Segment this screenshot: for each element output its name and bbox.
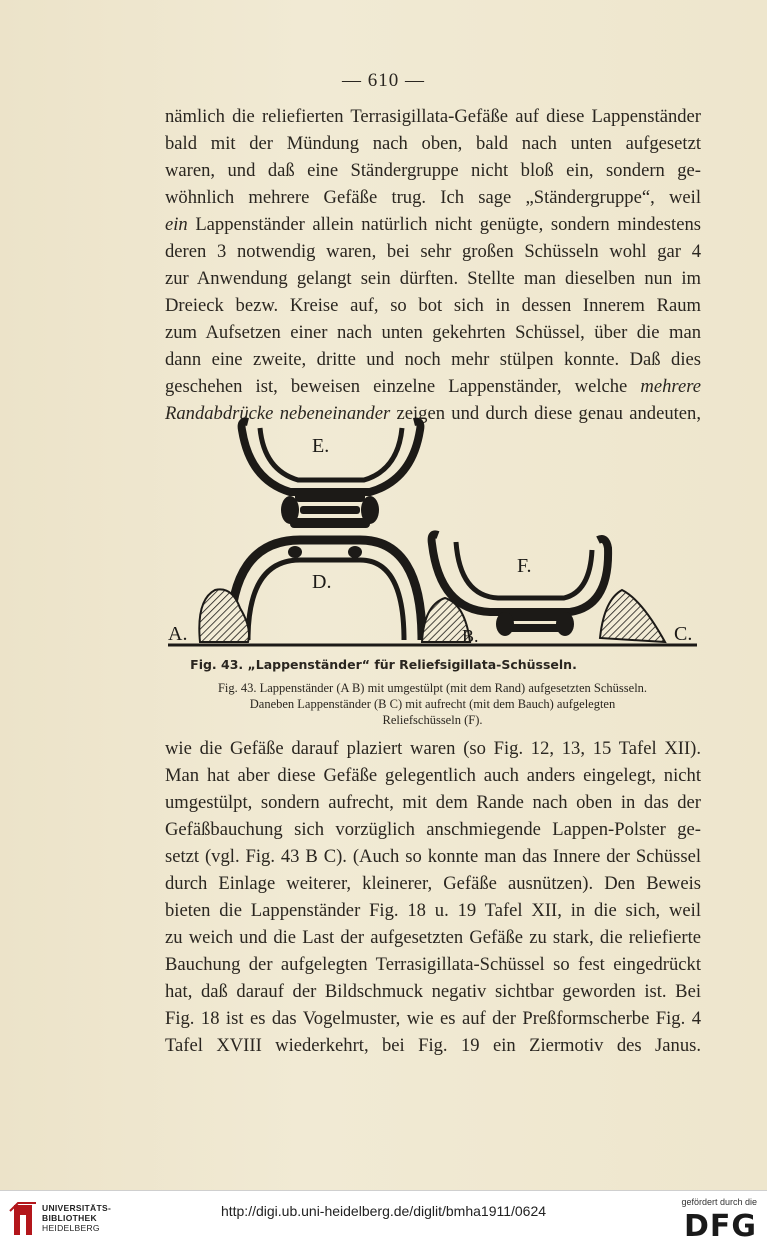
figure-title: Fig. 43. „Lappenständer“ für Reliefsigillata-Schüsseln. xyxy=(190,657,577,672)
text-line: Bauchung der aufgelegten Terrasigillata-Schüssel so fest eingedrückt xyxy=(165,954,701,975)
text-line: geschehen ist, beweisen einzelne Lappenständer, welche mehrere xyxy=(165,376,701,397)
text-line: Dreieck bezw. Kreise auf, so bot sich in dessen Innerem Raum xyxy=(165,295,701,316)
label-d: D. xyxy=(312,571,332,593)
page-number: — 610 — xyxy=(342,70,425,91)
dfg-logo: DFG xyxy=(683,1209,757,1244)
stone-c xyxy=(600,590,665,642)
label-a: A. xyxy=(168,623,188,645)
label-f: F. xyxy=(517,555,532,577)
stone-a xyxy=(199,589,249,642)
text-line: setzt (vgl. Fig. 43 B C). (Auch so konnte man das Innere der Schüssel xyxy=(165,846,701,867)
text-line: dann eine zweite, dritte und noch mehr stülpen konnte. Daß dies xyxy=(165,349,701,370)
text-line: Tafel XVIII wiederkehrt, bei Fig. 19 ein Ziermotiv des Janus. xyxy=(165,1035,701,1056)
text-line: zur Anwendung gelangt sein dürften. Stellte man dieselben nun im xyxy=(165,268,701,289)
text-line: zum Aufsetzen einer nach unten gekehrten Schüssel, über die man xyxy=(165,322,701,343)
text-line: ein Lappenständer allein natürlich nicht genügte, sondern mindestens xyxy=(165,214,701,235)
caption-line: Daneben Lappenständer (B C) mit aufrecht (mit dem Bauch) aufgelegten xyxy=(249,697,616,711)
text-line: nämlich die reliefierten Terrasigillata-Gefäße auf diese Lappenständer xyxy=(165,106,701,127)
text-line: Fig. 18 ist es das Vogelmuster, wie es auf der Preßformscherbe Fig. 4 xyxy=(165,1008,701,1029)
text-line: hat, daß darauf der Bildschmuck negativ sichtbar geworden ist. Bei xyxy=(165,981,701,1002)
text-line: wie die Gefäße darauf plaziert waren (so Fig. 12, 13, 15 Tafel XII). xyxy=(165,738,701,759)
figure-43-drawing xyxy=(160,400,705,658)
paragraph-1 xyxy=(165,103,701,427)
figure-caption xyxy=(160,680,705,728)
funding-note: gefördert durch die xyxy=(681,1197,757,1207)
text-line: Randabdrücke nebeneinander zeigen und durch diese genau andeuten, xyxy=(165,403,701,424)
label-b: B. xyxy=(462,626,479,646)
text-line: deren 3 notwendig waren, bei sehr großen Schüsseln wohl gar 4 xyxy=(165,241,701,262)
paragraph-2 xyxy=(165,735,701,1059)
text-line: bieten die Lappenständer Fig. 18 u. 19 Tafel XII, in die sich, weil xyxy=(165,900,701,921)
text-line: zu weich und die Last der aufgesetzten Gefäße zu stark, die reliefierte xyxy=(165,927,701,948)
caption-line: Fig. 43. Lappenständer (A B) mit umgestülpt (mit dem Rand) aufgesetzten Schüsseln. xyxy=(217,681,648,695)
text-line: wöhnlich mehrere Gefäße trug. Ich sage „Ständergruppe“, weil xyxy=(165,187,701,208)
text-line: Gefäßbauchung sich vorzüglich anschmiegende Lappen-Polster ge- xyxy=(165,819,701,840)
text-line: Man hat aber diese Gefäße gelegentlich auch anders eingelegt, nicht xyxy=(165,765,701,786)
label-c: C. xyxy=(674,623,693,645)
text-line: bald mit der Mündung nach oben, bald nach unten aufgesetzt xyxy=(165,133,701,154)
text-line: durch Einlage weiterer, kleinerer, Gefäße ausnützen). Den Beweis xyxy=(165,873,701,894)
text-line: waren, und daß eine Ständergruppe nicht bloß ein, sondern ge- xyxy=(165,160,701,181)
permalink-url[interactable]: http://digi.ub.uni-heidelberg.de/diglit/bmha1911/0624 xyxy=(220,1203,547,1219)
caption-line: Reliefschüsseln (F). xyxy=(382,713,483,727)
text-line: umgestülpt, sondern aufrecht, mit dem Rande nach oben in das der xyxy=(165,792,701,813)
label-e: E. xyxy=(312,435,330,457)
footer-bar xyxy=(0,1190,767,1247)
library-name: UNIVERSITÄTS- BIBLIOTHEK HEIDELBERG xyxy=(42,1203,112,1233)
